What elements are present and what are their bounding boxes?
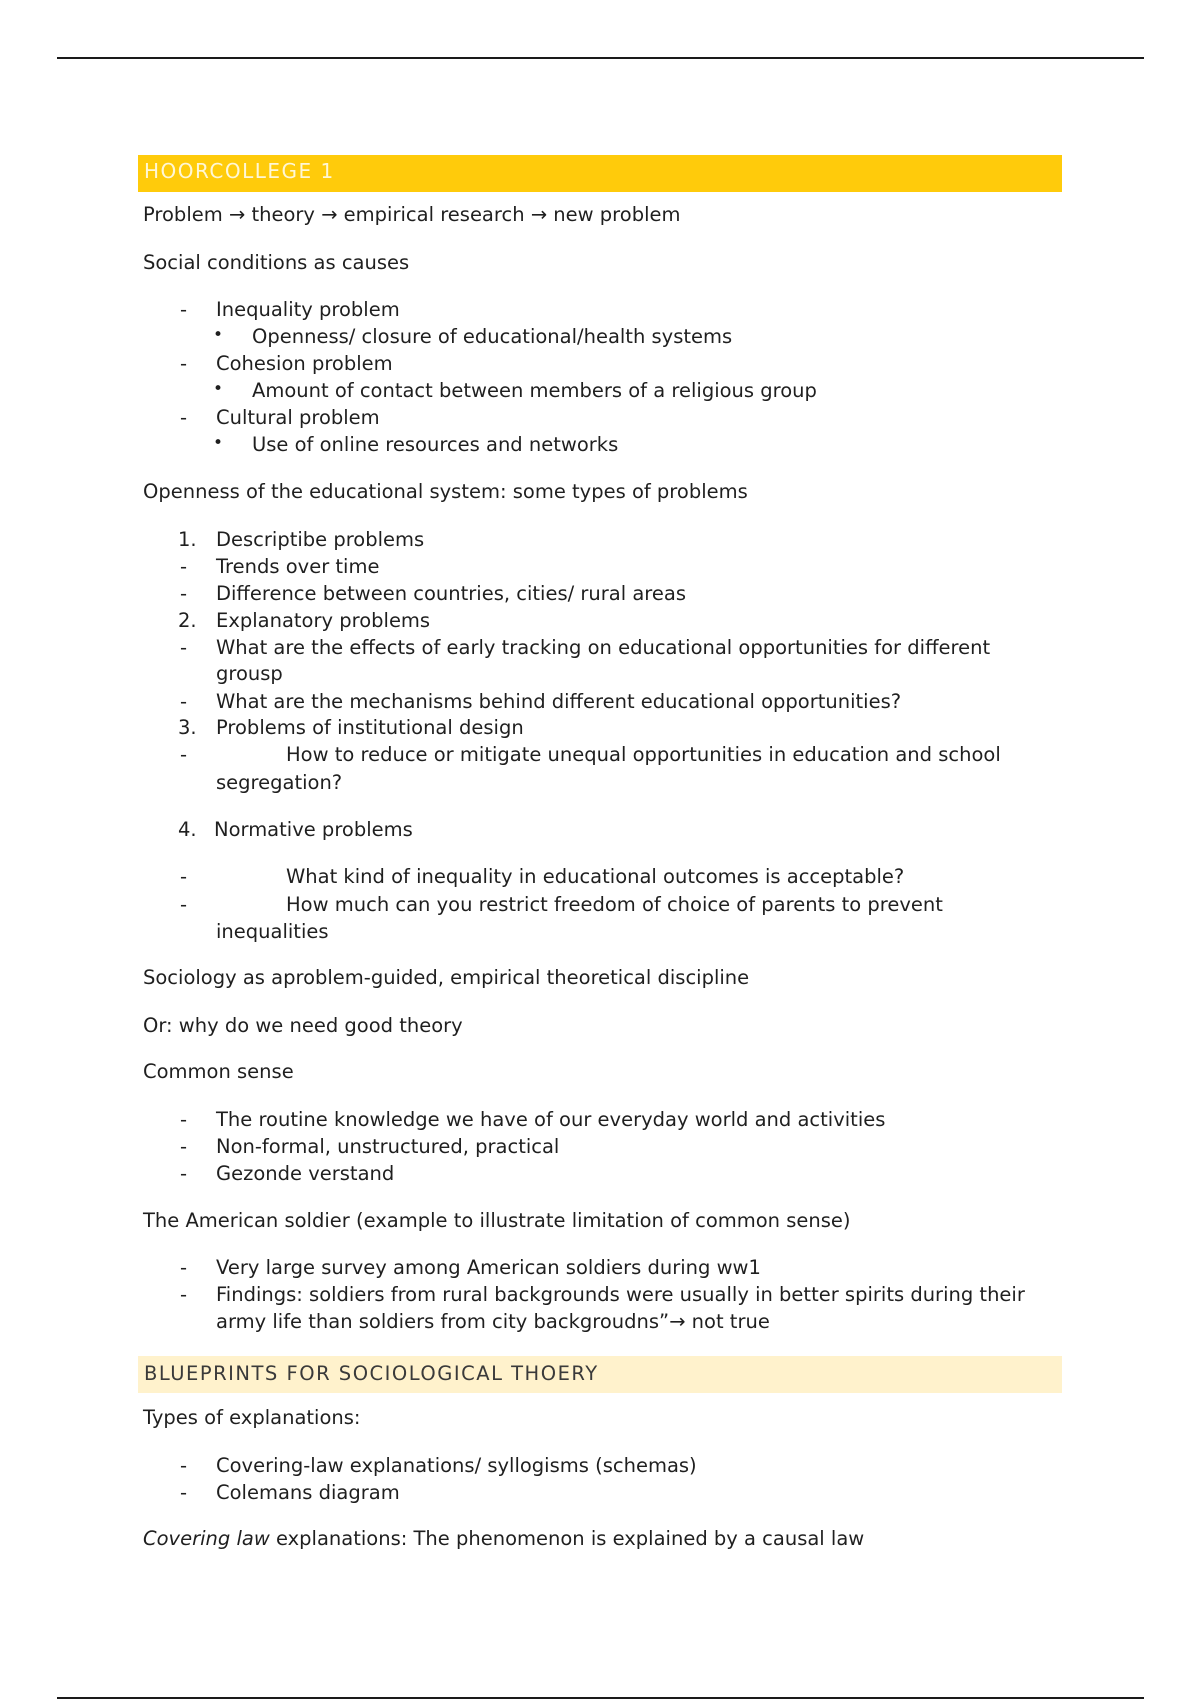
dash-marker: - [180,893,188,916]
paragraph-good-theory: Or: why do we need good theory [143,1014,463,1037]
list-item: Openness/ closure of educational/health systems [252,325,733,348]
dash-marker: - [180,406,188,429]
list-item-continuation: inequalities [216,920,329,943]
list-item: Use of online resources and networks [252,433,619,456]
list-number: 1. [178,528,197,551]
numbered-item: Problems of institutional design [216,716,524,739]
dash-marker: - [180,1135,188,1158]
dash-marker: - [180,690,188,713]
numbered-item: Descriptibe problems [216,528,425,551]
list-item: Difference between countries, cities/ rural areas [216,582,686,605]
list-item: How much can you restrict freedom of choice of parents to prevent [286,893,943,916]
numbered-item: Explanatory problems [216,609,431,632]
paragraph-social-conditions: Social conditions as causes [143,251,410,274]
dash-marker: - [180,1108,188,1131]
list-item: Inequality problem [216,298,400,321]
paragraph-american-soldier: The American soldier (example to illustrate limitation of common sense) [143,1209,851,1232]
list-item: Amount of contact between members of a religious group [252,379,817,402]
dash-marker: - [180,352,188,375]
dash-marker: - [180,582,188,605]
dash-marker: - [180,1481,188,1504]
list-item-continuation: segregation? [216,771,343,794]
dash-marker: - [180,743,188,766]
list-item-continuation: army life than soldiers from city backgroudns”→ not true [216,1310,770,1333]
paragraph-types-of-explanations: Types of explanations: [143,1406,361,1429]
list-item: Gezonde verstand [216,1162,395,1185]
heading-hoorcollege: HOORCOLLEGE 1 [138,155,1062,192]
dash-marker: - [180,1454,188,1477]
list-item: Findings: soldiers from rural backgrounds were usually in better spirits during their [216,1283,1025,1306]
list-item: Cultural problem [216,406,380,429]
list-item: Cohesion problem [216,352,393,375]
italic-term: Covering law [143,1527,270,1550]
list-item: Non-formal, unstructured, practical [216,1135,560,1158]
bullet-marker: • [213,379,224,399]
paragraph-openness: Openness of the educational system: some types of problems [143,480,748,503]
list-item: How to reduce or mitigate unequal opportunities in education and school [286,743,1001,766]
list-item: What are the effects of early tracking on educational opportunities for different [216,636,991,659]
paragraph-sociology: Sociology as aproblem-guided, empirical theoretical discipline [143,966,750,989]
list-item: Very large survey among American soldiers during ww1 [216,1256,761,1279]
bullet-marker: • [213,325,224,345]
paragraph-common-sense: Common sense [143,1060,294,1083]
list-item: Covering-law explanations/ syllogisms (schemas) [216,1454,697,1477]
list-item: What kind of inequality in educational outcomes is acceptable? [286,865,905,888]
heading-blueprints: BLUEPRINTS FOR SOCIOLOGICAL THOERY [138,1356,1062,1393]
list-number: 2. [178,609,197,632]
paragraph-covering-law-text: explanations: The phenomenon is explained by a causal law [269,1527,865,1550]
header-rule [57,57,1144,59]
dash-marker: - [180,1162,188,1185]
list-item-continuation: grousp [216,662,283,685]
numbered-item: Normative problems [214,818,413,841]
footer-rule [57,1697,1144,1699]
dash-marker: - [180,865,188,888]
bullet-marker: • [213,433,224,453]
dash-marker: - [180,1256,188,1279]
list-number: 3. [178,716,197,739]
list-item: What are the mechanisms behind different educational opportunities? [216,690,902,713]
dash-marker: - [180,555,188,578]
list-number: 4. [178,818,197,841]
list-item: Colemans diagram [216,1481,400,1504]
paragraph-covering-law [143,1527,864,1550]
list-item: The routine knowledge we have of our everyday world and activities [216,1108,886,1131]
list-item: Trends over time [216,555,380,578]
paragraph-problem-cycle: Problem → theory → empirical research → new problem [143,203,681,226]
dash-marker: - [180,298,188,321]
dash-marker: - [180,636,188,659]
dash-marker: - [180,1283,188,1306]
